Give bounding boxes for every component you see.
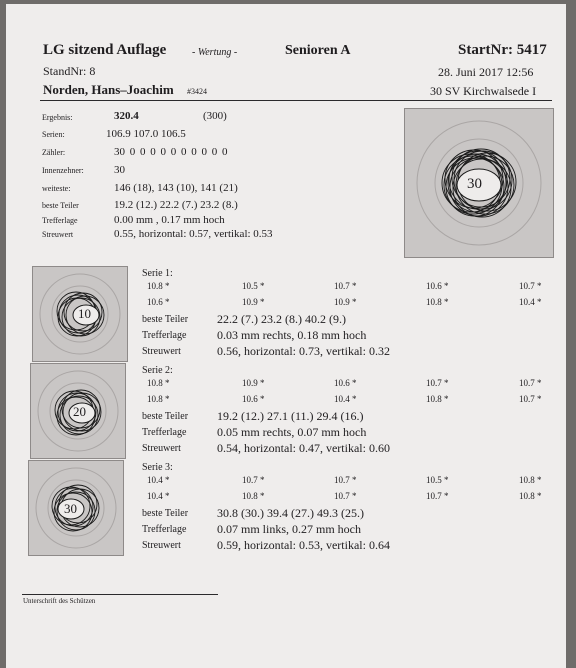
summary-value: 30 0 0 0 0 0 0 0 0 0 0 xyxy=(114,146,228,158)
shot-value: 10.7 * xyxy=(242,475,265,485)
start-number: StartNr: 5417 xyxy=(458,42,547,58)
stat-label: Trefferlage xyxy=(142,427,187,438)
shot-value: 10.4 * xyxy=(334,394,357,404)
shot-value: 10.5 * xyxy=(242,281,265,291)
shooter-id: #3424 xyxy=(187,87,207,96)
summary-value: 0.00 mm , 0.17 mm hoch xyxy=(114,214,225,226)
shot-value: 10.4 * xyxy=(147,491,170,501)
header-divider xyxy=(40,100,552,101)
shot-value: 10.7 * xyxy=(426,378,449,388)
series-target xyxy=(32,266,128,362)
stat-value: 0.07 mm links, 0.27 mm hoch xyxy=(217,522,361,536)
summary-target xyxy=(404,108,554,258)
shot-value: 10.6 * xyxy=(242,394,265,404)
summary-label: Ergebnis: xyxy=(42,113,73,122)
summary-label: beste Teiler xyxy=(42,201,79,210)
stat-label: Trefferlage xyxy=(142,330,187,341)
shot-value: 10.8 * xyxy=(426,297,449,307)
series-target xyxy=(30,363,126,459)
shot-value: 10.6 * xyxy=(426,281,449,291)
stat-value: 0.03 mm rechts, 0.18 mm hoch xyxy=(217,328,367,342)
stat-label: beste Teiler xyxy=(142,411,189,422)
date-time: 28. Juni 2017 12:56 xyxy=(438,65,534,79)
shot-value: 10.8 * xyxy=(519,475,542,485)
wertung-label: - Wertung - xyxy=(192,47,238,58)
summary-extra: (300) xyxy=(203,110,227,122)
club-name: 30 SV Kirchwalsede I xyxy=(430,84,537,98)
stat-value: 0.56, horizontal: 0.73, vertikal: 0.32 xyxy=(217,344,390,358)
shot-value: 10.7 * xyxy=(334,491,357,501)
series-count: 20 xyxy=(73,404,86,419)
summary-value: 146 (18), 143 (10), 141 (21) xyxy=(114,182,238,194)
shot-value: 10.8 * xyxy=(147,394,170,404)
shot-value: 10.9 * xyxy=(242,378,265,388)
series-target xyxy=(28,460,124,556)
shot-value: 10.7 * xyxy=(519,394,542,404)
stat-value: 0.59, horizontal: 0.53, vertikal: 0.64 xyxy=(217,538,390,552)
stand-number: StandNr: 8 xyxy=(43,64,96,78)
class-label: Senioren A xyxy=(285,43,351,58)
shot-value: 10.8 * xyxy=(426,394,449,404)
stat-value: 19.2 (12.) 27.1 (11.) 29.4 (16.) xyxy=(217,409,364,423)
stat-label: beste Teiler xyxy=(142,314,189,325)
stat-label: Trefferlage xyxy=(142,524,187,535)
stat-label: Streuwert xyxy=(142,346,181,357)
series-title: Serie 1: xyxy=(142,268,173,279)
stat-label: Streuwert xyxy=(142,443,181,454)
stat-value: 0.54, horizontal: 0.47, vertikal: 0.60 xyxy=(217,441,390,455)
summary-value: 19.2 (12.) 22.2 (7.) 23.2 (8.) xyxy=(114,199,238,211)
series-title: Serie 2: xyxy=(142,365,173,376)
series-count: 30 xyxy=(64,501,77,516)
shot-value: 10.7 * xyxy=(519,378,542,388)
shot-value: 10.9 * xyxy=(242,297,265,307)
shooter-name: Norden, Hans–Joachim xyxy=(43,82,174,97)
summary-label: Streuwert xyxy=(42,230,74,239)
summary-label: Innenzehner: xyxy=(42,166,84,175)
target-count: 30 xyxy=(467,176,482,192)
discipline-title: LG sitzend Auflage xyxy=(43,42,167,58)
signature-line xyxy=(22,594,218,595)
shot-value: 10.4 * xyxy=(519,297,542,307)
summary-value: 0.55, horizontal: 0.57, vertikal: 0.53 xyxy=(114,228,273,240)
summary-label: weiteste: xyxy=(42,184,71,193)
shot-value: 10.5 * xyxy=(426,475,449,485)
shot-value: 10.6 * xyxy=(147,297,170,307)
shot-value: 10.7 * xyxy=(426,491,449,501)
stat-label: Streuwert xyxy=(142,540,181,551)
shot-value: 10.8 * xyxy=(519,491,542,501)
summary-label: Serien: xyxy=(42,130,65,139)
score-sheet xyxy=(6,4,566,668)
shot-value: 10.8 * xyxy=(147,378,170,388)
shot-value: 10.8 * xyxy=(147,281,170,291)
series-title: Serie 3: xyxy=(142,462,173,473)
summary-value: 320.4 xyxy=(114,110,139,122)
shot-value: 10.7 * xyxy=(334,281,357,291)
summary-value: 30 xyxy=(114,164,125,176)
stat-value: 30.8 (30.) 39.4 (27.) 49.3 (25.) xyxy=(217,506,364,520)
shot-value: 10.4 * xyxy=(147,475,170,485)
shot-value: 10.9 * xyxy=(334,297,357,307)
summary-label: Trefferlage xyxy=(42,216,78,225)
stat-value: 0.05 mm rechts, 0.07 mm hoch xyxy=(217,425,367,439)
signature-label: Unterschrift des Schützen xyxy=(23,597,96,605)
summary-label: Zähler: xyxy=(42,148,66,157)
series-count: 10 xyxy=(78,306,91,321)
stat-value: 22.2 (7.) 23.2 (8.) 40.2 (9.) xyxy=(217,312,346,326)
shot-value: 10.7 * xyxy=(334,475,357,485)
summary-value: 106.9 107.0 106.5 xyxy=(106,128,186,140)
shot-value: 10.7 * xyxy=(519,281,542,291)
shot-value: 10.8 * xyxy=(242,491,265,501)
shot-value: 10.6 * xyxy=(334,378,357,388)
stat-label: beste Teiler xyxy=(142,508,189,519)
